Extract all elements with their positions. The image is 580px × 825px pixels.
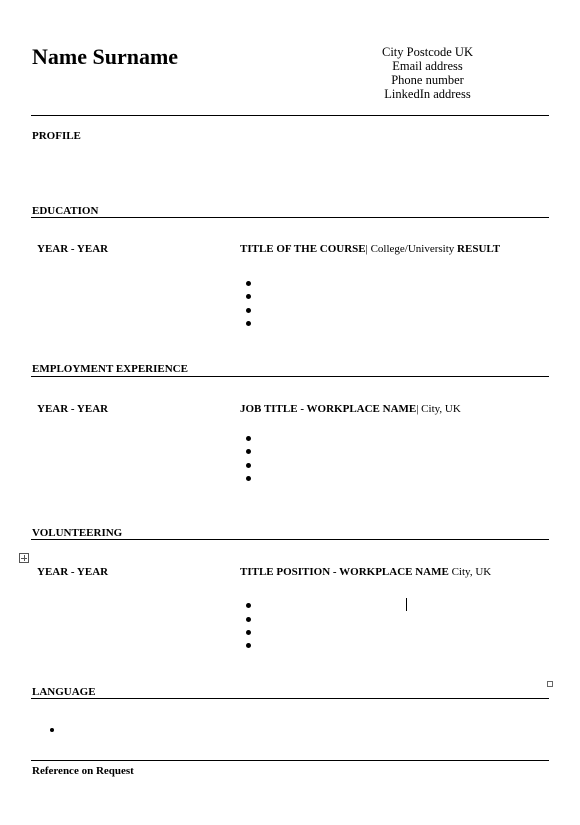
education-years: YEAR - YEAR [37,243,109,255]
bullet [246,281,251,286]
bullet [246,294,251,299]
full-name: Name Surname [32,44,179,69]
bullet [246,643,251,648]
education-title: TITLE OF THE COURSE [240,243,366,255]
employment-location: | City, UK [416,403,461,415]
contact-city: City Postcode UK [382,45,473,59]
bullet [246,321,251,326]
employment-title: JOB TITLE - WORKPLACE NAME [240,403,417,415]
bullet [246,630,251,635]
bullet [246,476,251,481]
bullet [246,308,251,313]
reference-note: Reference on Request [32,765,134,777]
volunteering-years: YEAR - YEAR [37,566,109,578]
volunteering-title: TITLE POSITION - WORKPLACE NAME [240,566,449,578]
volunteering-entry [240,566,491,578]
header-divider [31,115,549,116]
education-divider [31,217,549,218]
education-result: RESULT [457,243,501,255]
contact-linkedin: LinkedIn address [384,87,471,101]
table-resize-handle-icon[interactable] [547,681,553,687]
contact-email: Email address [392,59,463,73]
section-employment-heading: EMPLOYMENT EXPERIENCE [32,363,188,375]
table-move-handle-icon[interactable] [19,553,29,563]
bullet [246,603,251,608]
section-volunteering-heading: VOLUNTEERING [32,527,123,539]
language-divider [31,698,549,699]
volunteering-location: City, UK [448,566,492,578]
contact-phone: Phone number [391,73,464,87]
employment-entry [240,403,461,415]
volunteering-divider [31,539,549,540]
section-profile-heading: PROFILE [32,130,81,142]
bullet [246,617,251,622]
bullet [246,463,251,468]
education-institution: | College/University [365,243,458,255]
bullet [246,449,251,454]
footer-divider [31,760,549,761]
section-education-heading: EDUCATION [32,205,99,217]
education-entry [240,243,500,255]
bullet [50,728,54,732]
section-language-heading: LANGUAGE [32,686,96,698]
contact-block [355,45,500,101]
employment-divider [31,376,549,377]
employment-years: YEAR - YEAR [37,403,109,415]
bullet [246,436,251,441]
text-cursor [406,598,407,611]
